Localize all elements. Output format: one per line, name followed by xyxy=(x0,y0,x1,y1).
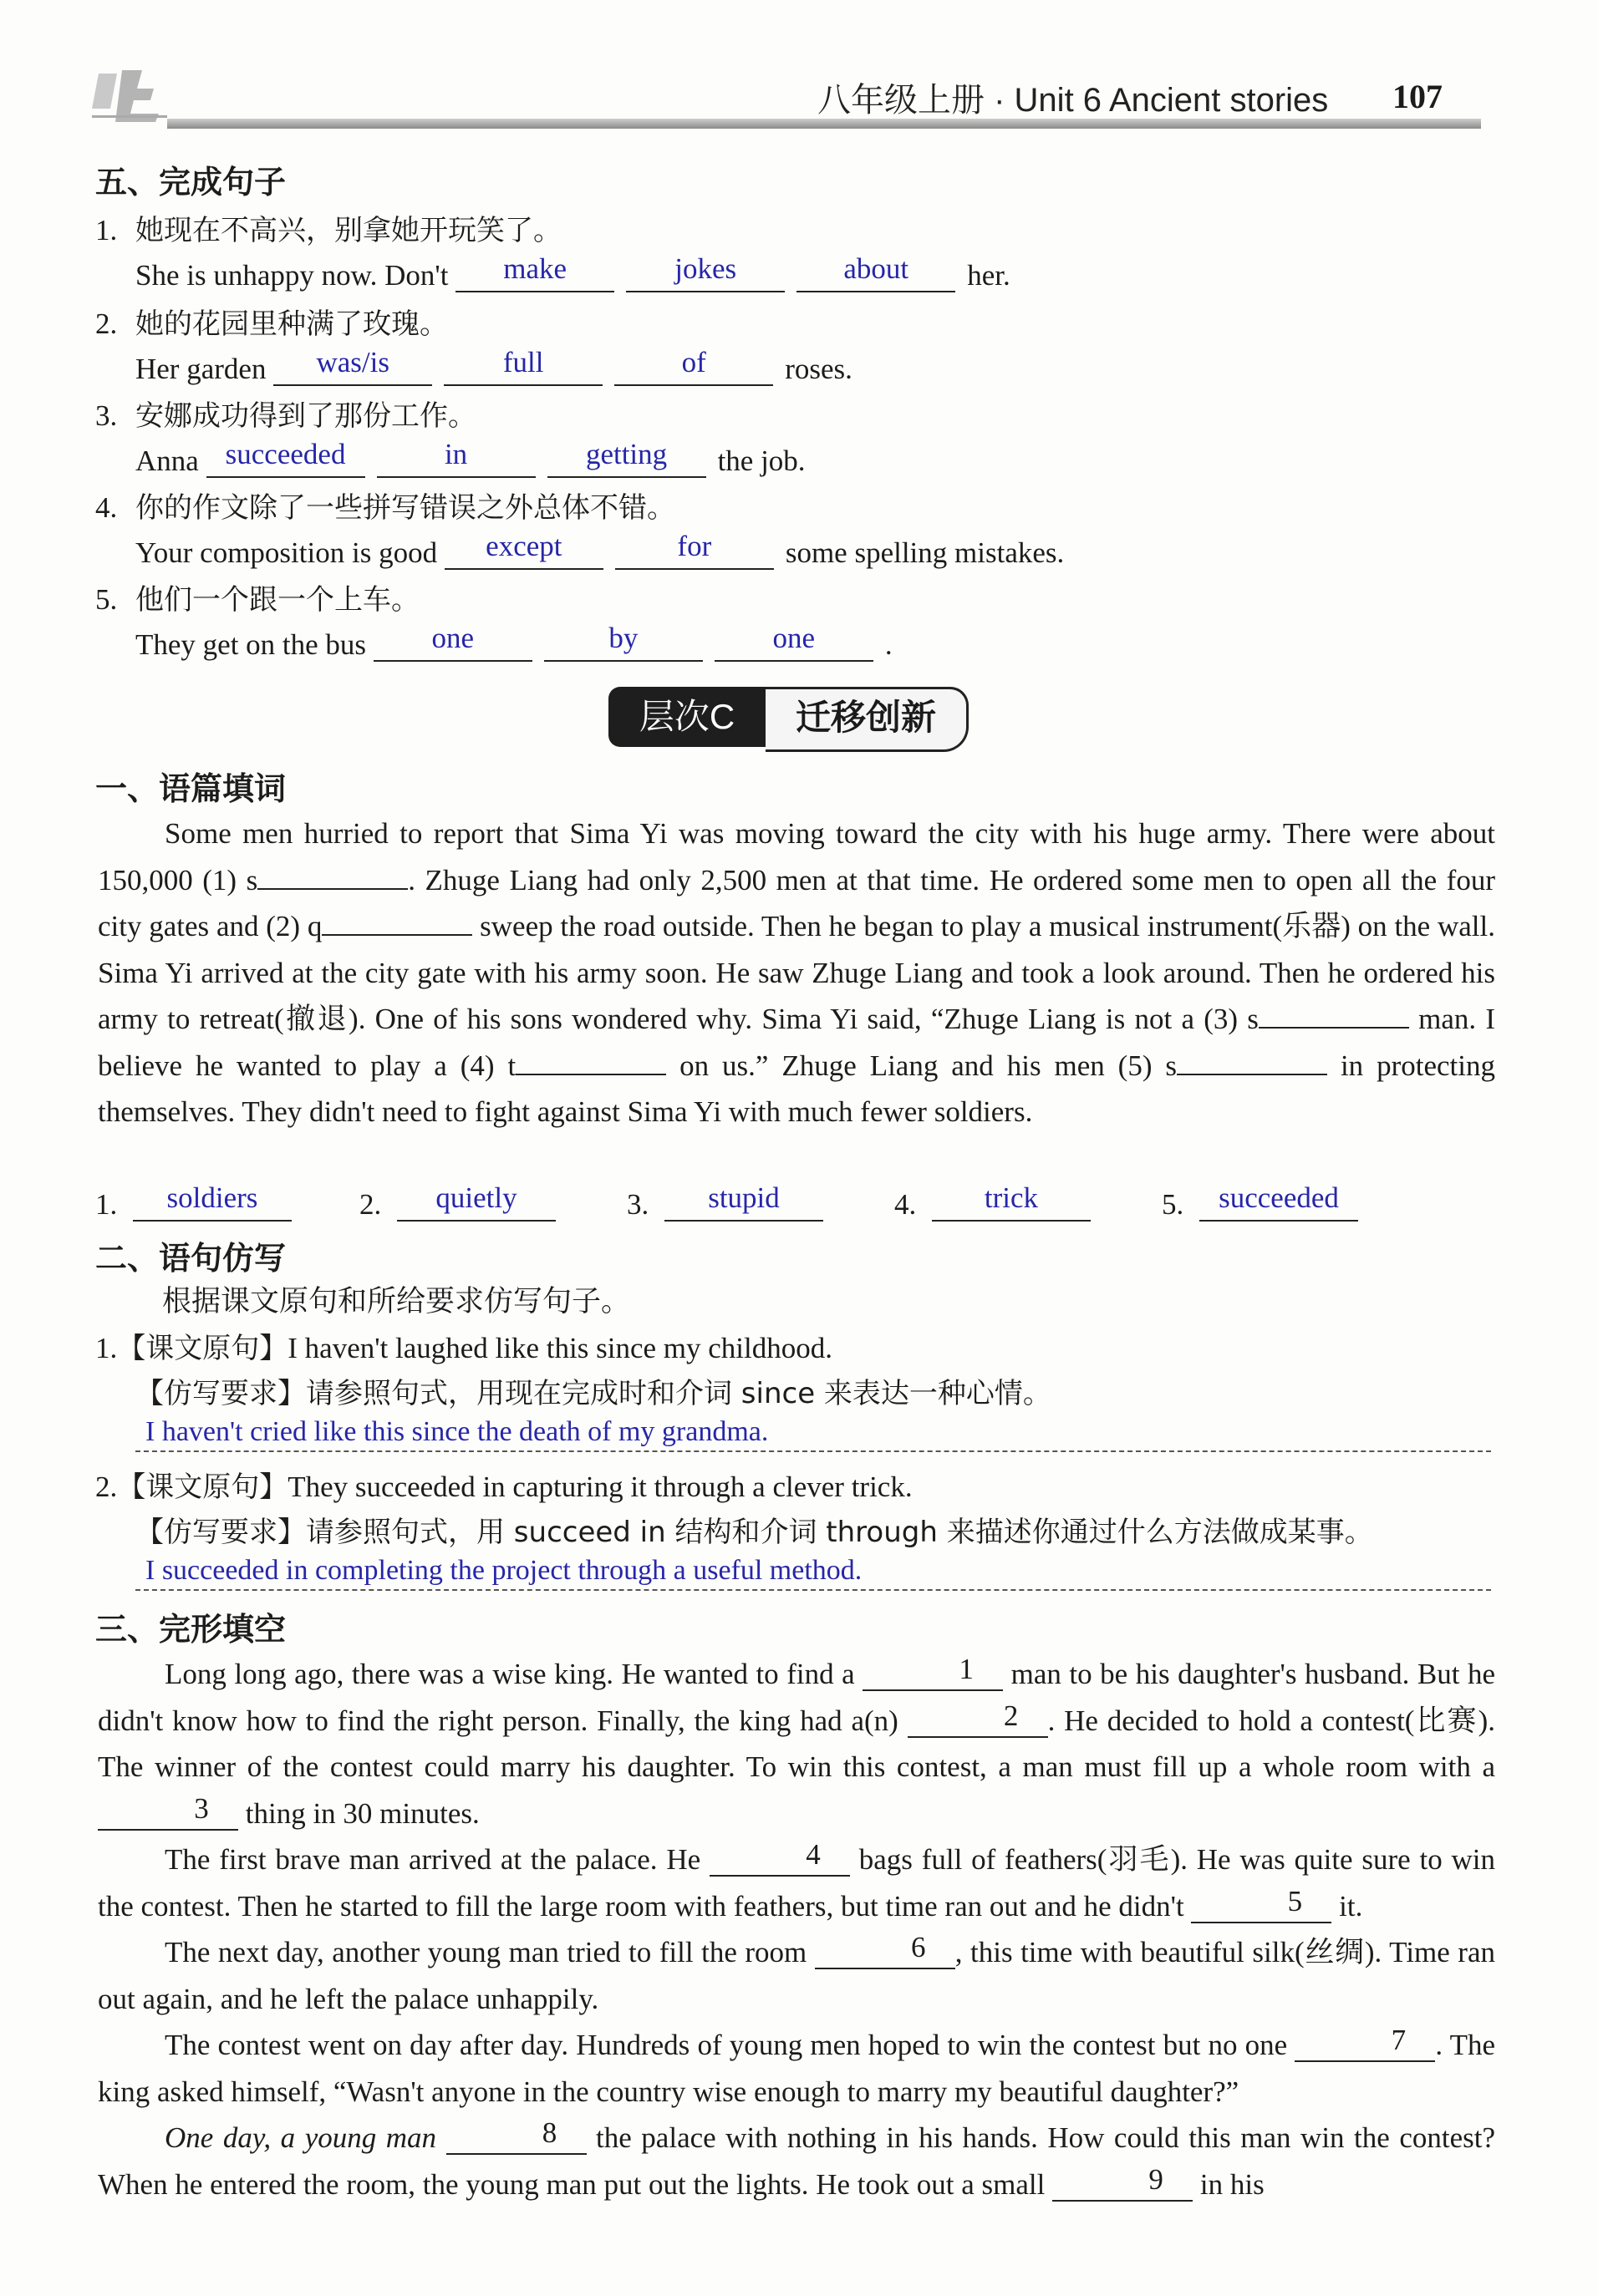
original-tag: 【课文原句】 xyxy=(117,1471,288,1504)
answer-text: jokes xyxy=(674,252,737,285)
answer-blank[interactable] xyxy=(133,1181,292,1222)
cloze-text-italic: One day, a young man xyxy=(165,2121,437,2154)
answer-text: about xyxy=(843,252,909,285)
cloze-paragraph xyxy=(98,1836,1495,1929)
sentence-end: some spelling mistakes. xyxy=(785,536,1065,569)
item-number: 2. xyxy=(95,307,118,340)
blank-number: 7 xyxy=(1391,2024,1407,2056)
answer-text: make xyxy=(503,252,567,285)
cloze-blank[interactable] xyxy=(815,1931,955,1969)
answer-line xyxy=(135,1450,1491,1452)
item-number: 4. xyxy=(95,491,118,524)
page-number: 107 xyxy=(1392,78,1443,115)
english-sentence xyxy=(135,252,1010,294)
answer-number: 5. xyxy=(1162,1188,1184,1221)
answer-text: by xyxy=(608,622,639,654)
answer-text: one xyxy=(772,622,816,654)
sentence-start: They get on the bus xyxy=(135,628,367,661)
answer-text: except xyxy=(486,530,562,562)
answer-text: was/is xyxy=(316,346,389,378)
passage-paragraph xyxy=(98,810,1495,1135)
blank-number: 1 xyxy=(959,1653,974,1685)
requirement-text: 请参照句式，用现在完成时和介词 since 来表达一种心情。 xyxy=(306,1377,1051,1410)
english-sentence xyxy=(135,438,806,480)
answer-blank[interactable] xyxy=(796,252,955,292)
cloze-blank[interactable] xyxy=(863,1653,1003,1691)
cloze-blank[interactable] xyxy=(446,2116,587,2155)
cloze-blank[interactable] xyxy=(98,1791,238,1831)
cloze-text: . The king asked himself, “Wasn't anyone in the country wise enough to marry my beautiful daughter?” xyxy=(98,2029,1495,2108)
answer-text: of xyxy=(681,346,706,378)
original-sentence-line xyxy=(95,1469,913,1506)
level-label: 层次C xyxy=(608,687,766,747)
english-sentence xyxy=(135,346,852,388)
answer-number: 3. xyxy=(627,1188,649,1221)
section5-heading: 五、完成句子 xyxy=(95,165,287,201)
part3-heading: 三、完形填空 xyxy=(95,1613,287,1648)
blank-number: 5 xyxy=(1287,1884,1303,1918)
answer-blank[interactable] xyxy=(626,252,785,292)
cloze-text: The next day, another young man tried to fill the room xyxy=(165,1936,815,1968)
answer-blank[interactable] xyxy=(615,530,774,570)
sentence-start: Her garden xyxy=(135,353,267,385)
item-number: 1. xyxy=(95,1332,118,1364)
requirement-line xyxy=(135,1375,1051,1412)
answer-number: 2. xyxy=(359,1188,382,1221)
answer-text: trick xyxy=(984,1181,1039,1214)
cloze-text xyxy=(436,2121,446,2154)
answer-blank[interactable] xyxy=(374,622,532,662)
cloze-blank[interactable] xyxy=(1052,2162,1193,2202)
part3-passage xyxy=(98,1651,1495,2207)
cloze-text: Long long ago, there was a wise king. He wanted to find a xyxy=(165,1658,863,1690)
cloze-blank[interactable] xyxy=(908,1699,1048,1738)
cloze-paragraph xyxy=(98,1651,1495,1836)
passage-text: . Zhuge Liang had only 2,500 men at that time. He ordered some men to open all the four city gates and (2) q xyxy=(98,863,1495,942)
publisher-logo xyxy=(92,67,169,125)
item-number: 1. xyxy=(95,214,118,246)
cloze-paragraph xyxy=(98,2115,1495,2207)
cloze-blank[interactable] xyxy=(1191,1884,1331,1923)
passage-text: Some men hurried to report that Sima Yi was moving toward the city with his huge army. There were about 150,000 (1) s xyxy=(98,817,1495,897)
original-sentence: They succeeded in capturing it through a clever trick. xyxy=(288,1471,913,1503)
answer-blank[interactable] xyxy=(1199,1181,1358,1222)
answer-blank[interactable] xyxy=(445,530,603,570)
cloze-text: The first brave man arrived at the palace. He xyxy=(165,1843,710,1876)
answer-blank[interactable] xyxy=(544,622,703,662)
passage-blank[interactable] xyxy=(1259,1027,1409,1029)
blank-number: 8 xyxy=(542,2116,557,2149)
part1-heading: 一、语篇填词 xyxy=(95,772,287,807)
level-banner xyxy=(608,687,976,754)
answer-blank[interactable] xyxy=(547,438,706,478)
chinese-prompt: 你的作文除了一些拼写错误之外总体不错。 xyxy=(135,491,675,525)
cloze-blank[interactable] xyxy=(710,1838,850,1877)
sentence-end: her. xyxy=(967,259,1010,292)
answer-blank[interactable] xyxy=(614,346,773,386)
chinese-prompt: 他们一个跟一个上车。 xyxy=(135,583,420,617)
chinese-prompt: 她现在不高兴，别拿她开玩笑了。 xyxy=(135,214,562,247)
cloze-text: thing in 30 minutes. xyxy=(238,1796,480,1830)
blank-number: 4 xyxy=(806,1838,821,1871)
english-sentence xyxy=(135,530,1065,571)
passage-text: on us.” Zhuge Liang and his men (5) s xyxy=(666,1049,1178,1082)
sentence-end: . xyxy=(884,628,893,661)
answer-text: soldiers xyxy=(166,1181,258,1214)
answer-text: stupid xyxy=(708,1181,780,1214)
sentence-end: the job. xyxy=(717,444,806,477)
answer-text: full xyxy=(502,346,544,378)
rewrite-answer[interactable]: I succeeded in completing the project through a useful method. xyxy=(145,1555,863,1586)
item-number: 5. xyxy=(95,583,118,616)
blank-number: 3 xyxy=(194,1791,209,1825)
sentence-start: Anna xyxy=(135,444,199,477)
answer-blank[interactable] xyxy=(664,1181,823,1222)
requirement-tag: 【仿写要求】 xyxy=(135,1516,306,1549)
requirement-line xyxy=(135,1514,1373,1551)
blank-number: 2 xyxy=(1003,1699,1019,1732)
answer-text: in xyxy=(444,438,468,470)
answer-blank[interactable] xyxy=(377,438,536,478)
requirement-tag: 【仿写要求】 xyxy=(135,1377,306,1410)
answer-text: succeeded xyxy=(1219,1181,1339,1214)
answer-blank[interactable] xyxy=(206,438,365,478)
original-sentence: I haven't laughed like this since my childhood. xyxy=(288,1332,832,1364)
answer-item xyxy=(95,1181,292,1223)
cloze-paragraph xyxy=(98,1929,1495,2022)
answer-number: 1. xyxy=(95,1188,118,1221)
blank-number: 6 xyxy=(911,1931,926,1963)
cloze-blank[interactable] xyxy=(1295,2024,1435,2062)
part2-instruction: 根据课文原句和所给要求仿写句子。 xyxy=(162,1285,631,1318)
item-number: 3. xyxy=(95,399,118,432)
answer-text: for xyxy=(677,530,712,562)
cloze-text: man to be his daughter's husband. But he didn't know how to find the right person. Finally, the king had a(n) xyxy=(98,1658,1496,1737)
cloze-text: the palace with nothing in his hands. How could this man win the contest? When he entered the room, the young man put out the lights. He took out a small xyxy=(98,2121,1495,2201)
cloze-text: The contest went on day after day. Hundreds of young men hoped to win the contest but no one xyxy=(165,2029,1295,2061)
passage-blank[interactable] xyxy=(322,934,472,936)
passage-text: man. I believe he wanted to play a (4) t xyxy=(98,1003,1495,1082)
passage-text: in protecting themselves. They didn't need to fight against Sima Yi with much fewer soldiers. xyxy=(98,1049,1495,1128)
answer-number: 4. xyxy=(894,1188,917,1221)
level-title: 迁移创新 xyxy=(766,687,969,752)
passage-blank[interactable] xyxy=(1177,1074,1327,1075)
answer-text: getting xyxy=(585,438,668,470)
cloze-text: . He decided to hold a contest(比赛). The winner of the contest could marry his daughter. To win this contest, a man must fill up a whole room with a xyxy=(98,1704,1495,1783)
passage-blank[interactable] xyxy=(516,1074,666,1075)
rewrite-answer[interactable]: I haven't cried like this since the death of my grandma. xyxy=(145,1416,769,1447)
header-rule xyxy=(167,119,1481,129)
cloze-text: it. xyxy=(1331,1889,1363,1923)
answer-blank[interactable] xyxy=(932,1181,1091,1222)
answer-blank[interactable] xyxy=(444,346,603,386)
answer-blank[interactable] xyxy=(715,622,873,662)
answer-blank[interactable] xyxy=(397,1181,556,1222)
header-title: 八年级上册 · Unit 6 Ancient stories xyxy=(817,82,1329,119)
answer-item xyxy=(359,1181,556,1223)
answer-item xyxy=(894,1181,1091,1223)
answer-text: one xyxy=(431,622,475,654)
sentence-start: She is unhappy now. Don't xyxy=(135,259,449,292)
sentence-end: roses. xyxy=(785,353,852,385)
answer-blank[interactable] xyxy=(273,346,432,386)
chinese-prompt: 她的花园里种满了玫瑰。 xyxy=(135,307,448,341)
answer-text: succeeded xyxy=(225,438,346,470)
requirement-text: 请参照句式，用 succeed in 结构和介词 through 来描述你通过什么方法做成某事。 xyxy=(306,1516,1373,1549)
answer-text: quietly xyxy=(435,1181,517,1214)
original-tag: 【课文原句】 xyxy=(117,1332,288,1365)
cloze-text: in his xyxy=(1193,2167,1265,2201)
answer-item xyxy=(627,1181,823,1223)
sentence-start: Your composition is good xyxy=(135,536,438,569)
answer-blank[interactable] xyxy=(455,252,614,292)
chinese-prompt: 安娜成功得到了那份工作。 xyxy=(135,399,476,433)
part1-passage xyxy=(98,810,1495,1135)
part2-heading: 二、语句仿写 xyxy=(95,1242,287,1277)
answer-line xyxy=(135,1589,1491,1591)
passage-text: sweep the road outside. Then he began to play a musical instrument(乐器) on the wall. Sima Yi arrived at the city gate with his army soon. He saw Zhuge Liang and took a look around. Then he ordered his army to retreat(撤退). One of his sons wondered why. Sima Yi said, “Zhuge Liang is not a (3) s xyxy=(98,910,1495,1035)
cloze-paragraph xyxy=(98,2022,1495,2115)
blank-number: 9 xyxy=(1148,2162,1163,2196)
answer-item xyxy=(1162,1181,1358,1223)
cloze-text: , this time with beautiful silk(丝绸). Time ran out again, and he left the palace unhappily. xyxy=(98,1936,1495,2015)
passage-blank[interactable] xyxy=(257,888,408,890)
original-sentence-line xyxy=(95,1330,832,1367)
item-number: 2. xyxy=(95,1471,118,1503)
cloze-text: bags full of feathers(羽毛). He was quite sure to win the contest. Then he started to fill the large room with feathers, but time ran out and he didn't xyxy=(98,1843,1495,1923)
english-sentence xyxy=(135,622,893,663)
